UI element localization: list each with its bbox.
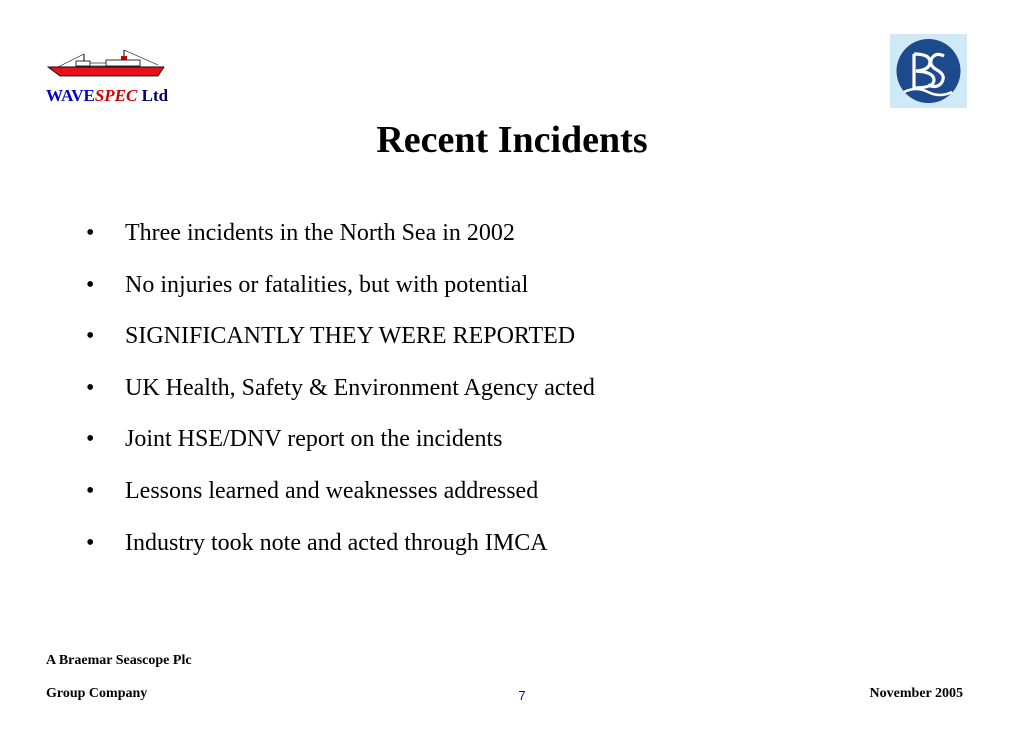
bullet-item (86, 375, 595, 427)
bullet-text: No injuries or fatalities, but with potential (125, 271, 529, 298)
bullet-text: Joint HSE/DNV report on the incidents (125, 426, 503, 453)
bullet-marker: • (86, 374, 95, 401)
bullet-text: SIGNIFICANTLY THEY WERE REPORTED (125, 323, 576, 350)
footer-group-company: Group Company (46, 686, 148, 701)
bullet-marker: • (86, 220, 95, 246)
bullet-item (86, 478, 595, 530)
bullet-marker: • (86, 271, 95, 298)
bullet-marker: • (86, 529, 95, 556)
bullet-text: Three incidents in the North Sea in 2002 (125, 220, 515, 246)
company-name-spec: SPEC (94, 86, 138, 105)
bullet-item (86, 426, 595, 478)
bullet-list (86, 220, 595, 581)
footer-date: November 2005 (869, 686, 963, 701)
bullet-item (86, 323, 595, 375)
bullet-text: Industry took note and acted through IMCA (125, 529, 548, 556)
company-name (46, 86, 168, 106)
company-name-wave: WAVE (46, 86, 95, 105)
bullet-text: Lessons learned and weaknesses addressed (125, 477, 539, 504)
bullet-item (86, 220, 595, 272)
page-number: 7 (518, 688, 526, 703)
company-name-ltd: Ltd (137, 86, 169, 105)
slide-title: Recent Incidents (376, 119, 648, 161)
bullet-marker: • (86, 426, 95, 453)
bs-monogram-icon (890, 34, 967, 108)
bullet-marker: • (86, 477, 95, 504)
bullet-text: UK Health, Safety & Environment Agency acted (125, 374, 595, 401)
ship-icon (46, 48, 166, 80)
bullet-marker: • (86, 323, 95, 350)
bullet-item (86, 530, 595, 582)
bullet-item (86, 272, 595, 324)
footer-parent-company: A Braemar Seascope Plc (46, 653, 192, 668)
